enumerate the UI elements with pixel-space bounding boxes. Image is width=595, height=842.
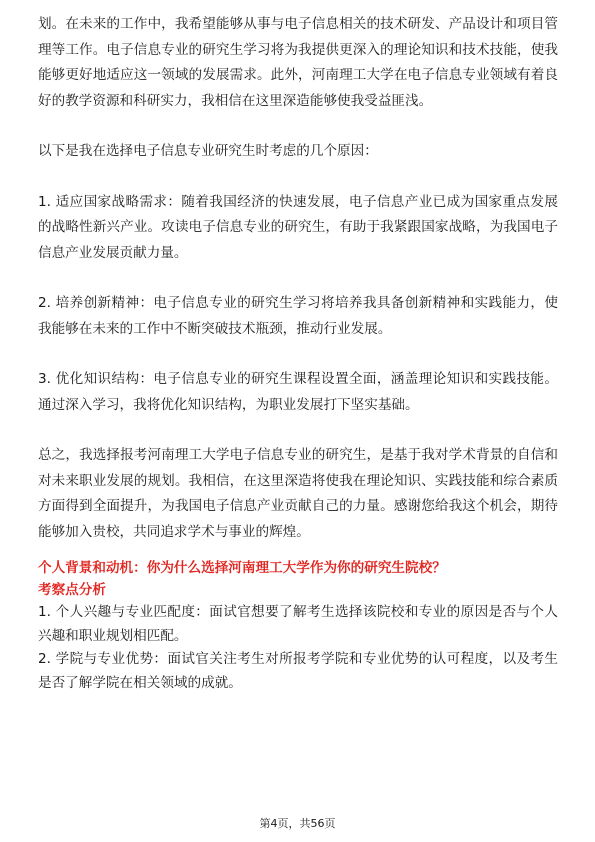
analysis-item: 1. 个人兴趣与专业匹配度：面试官想要了解考生选择该院校和专业的原因是否与个人兴趣和职业规划相匹配。 (38, 604, 558, 644)
page-number: 第4页，共56页 (259, 817, 336, 830)
reason-item: 3. 优化知识结构：电子信息专业的研究生课程设置全面，涵盖理论知识和实践技能。通过深入学习，我将优化知识结构，为职业发展打下坚实基础。 (38, 371, 558, 413)
reasons-lead: 以下是我在选择电子信息专业研究生时考虑的几个原因： (38, 143, 378, 159)
question-title: 个人背景和动机：你为什么选择河南理工大学作为你的研究生院校？ (38, 560, 446, 576)
page-content (38, 12, 558, 695)
analysis-item: 2. 学院与专业优势：面试官关注考生对所报考学院和专业优势的认可程度，以及考生是否了解学院在相关领域的成就。 (38, 651, 558, 691)
reason-item: 2. 培养创新精神：电子信息专业的研究生学习将培养我具备创新精神和实践能力，使我能够在未来的工作中不断突破技术瓶颈，推动行业发展。 (38, 295, 558, 337)
conclusion-paragraph: 总之，我选择报考河南理工大学电子信息专业的研究生，是基于我对学术背景的自信和对未来职业发展的规划。我相信，在这里深造将使我在理论知识、实践技能和综合素质方面得到全面提升，为我国电子信息产业贡献自己的力量。感谢您给我这个机会，期待能够加入贵校，共同追求学术与事业的辉煌。 (38, 447, 558, 540)
reason-item: 1. 适应国家战略需求：随着我国经济的快速发展，电子信息产业已成为国家重点发展的战略性新兴产业。攻读电子信息专业的研究生，有助于我紧跟国家战略，为我国电子信息产业发展贡献力量。 (38, 193, 558, 261)
analysis-heading: 考察点分析 (38, 582, 106, 598)
intro-paragraph: 划。在未来的工作中，我希望能够从事与电子信息相关的技术研发、产品设计和项目管理等工作。电子信息专业的研究生学习将为我提供更深入的理论知识和技术技能，使我能够更好地适应这一领域的发展需求。此外，河南理工大学在电子信息专业领域有着良好的教学资源和科研实力，我相信在这里深造能够使我受益匪浅。 (38, 16, 558, 109)
